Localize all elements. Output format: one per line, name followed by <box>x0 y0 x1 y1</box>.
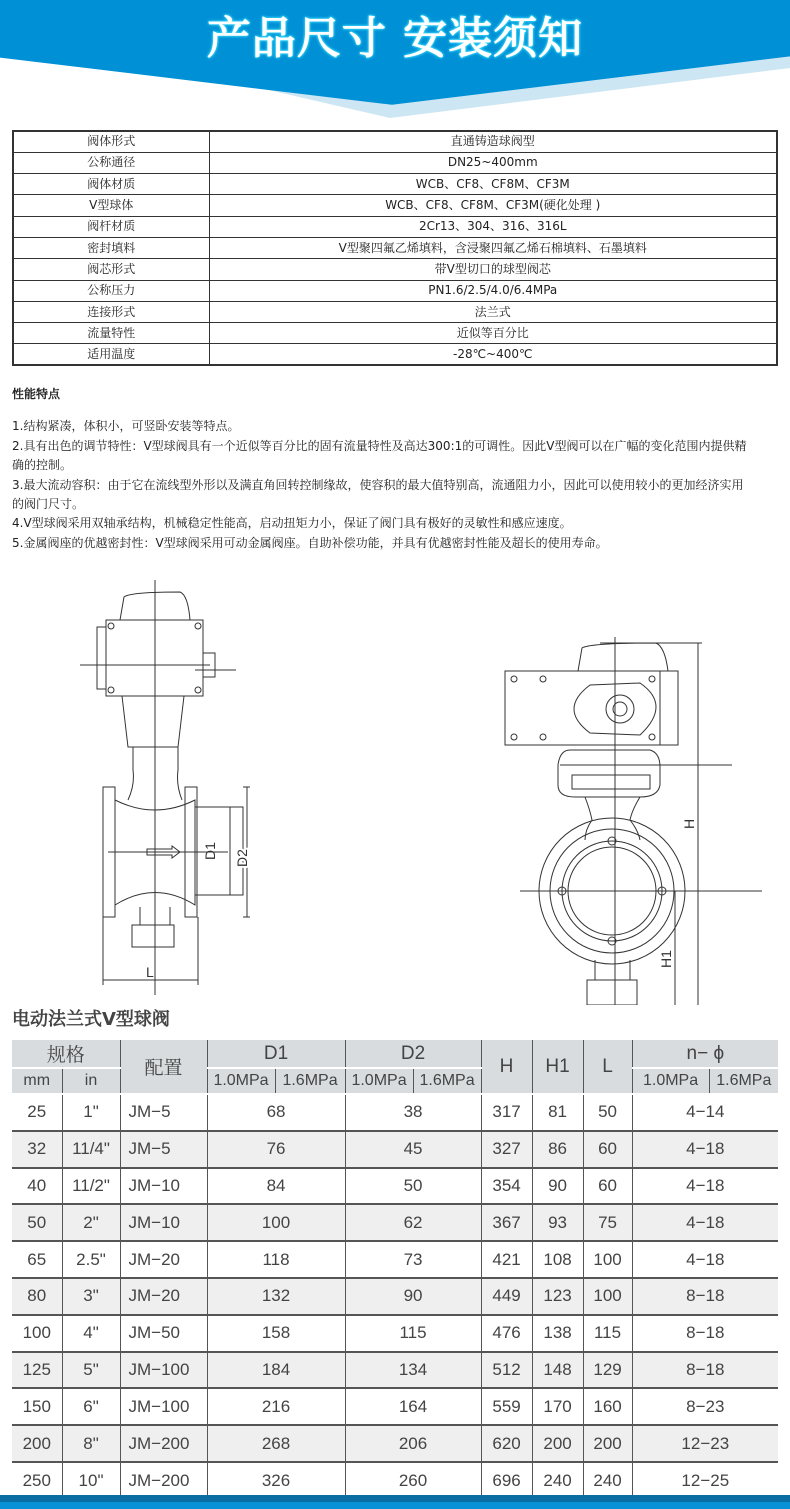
spec-key: 密封填料 <box>13 237 209 258</box>
cell-h: 327 <box>481 1131 532 1168</box>
cell-h: 367 <box>481 1204 532 1241</box>
cell-mm: 25 <box>12 1094 62 1131</box>
dimension-label-d1: D1 <box>202 842 218 860</box>
cell-h: 354 <box>481 1168 532 1205</box>
cell-mm: 32 <box>12 1131 62 1168</box>
cell-l: 115 <box>583 1315 632 1352</box>
cell-n-phi: 8−18 <box>632 1352 778 1389</box>
spec-value: -28℃~400℃ <box>209 344 777 365</box>
spec-row <box>13 216 777 237</box>
spec-table <box>12 130 778 366</box>
cell-h1: 86 <box>532 1131 583 1168</box>
cell-d2: 115 <box>345 1315 481 1352</box>
spec-key: 连接形式 <box>13 301 209 322</box>
cell-h1: 148 <box>532 1352 583 1389</box>
spec-key: 阀体形式 <box>13 131 209 152</box>
spec-value: 直通铸造球阀型 <box>209 131 777 152</box>
spec-key: 适用温度 <box>13 344 209 365</box>
spec-value: 近似等百分比 <box>209 323 777 344</box>
cell-d2: 73 <box>345 1241 481 1278</box>
cell-config: JM−100 <box>120 1352 207 1389</box>
spec-row <box>13 174 777 195</box>
cell-in: 5" <box>62 1352 120 1389</box>
features-title: 性能特点 <box>12 387 61 401</box>
cell-d2: 260 <box>345 1462 481 1499</box>
footer-bar-accent <box>0 1502 790 1509</box>
header-d1-1.6mpa: 1.6MPa <box>275 1068 345 1094</box>
spec-row <box>13 344 777 365</box>
header-h: H <box>481 1040 532 1094</box>
spec-value: 2Cr13、304、316、316L <box>209 216 777 237</box>
cell-h: 476 <box>481 1315 532 1352</box>
cell-d2: 134 <box>345 1352 481 1389</box>
dimension-label-l: L <box>146 964 154 980</box>
cell-mm: 125 <box>12 1352 62 1389</box>
cell-d1: 184 <box>207 1352 345 1389</box>
cell-d1: 158 <box>207 1315 345 1352</box>
cell-in: 3" <box>62 1278 120 1315</box>
header-d2-1.0mpa: 1.0MPa <box>345 1068 413 1094</box>
cell-h: 559 <box>481 1388 532 1425</box>
spec-key: 流量特性 <box>13 323 209 344</box>
cell-d2: 62 <box>345 1204 481 1241</box>
spec-value: DN25~400mm <box>209 152 777 173</box>
cell-n-phi: 8−18 <box>632 1315 778 1352</box>
cell-in: 4" <box>62 1315 120 1352</box>
cell-config: JM−10 <box>120 1204 207 1241</box>
cell-h: 620 <box>481 1425 532 1462</box>
cell-h: 512 <box>481 1352 532 1389</box>
cell-d1: 68 <box>207 1094 345 1131</box>
spec-row <box>13 280 777 301</box>
header-n-phi: n− ϕ <box>632 1040 778 1068</box>
cell-n-phi: 4−18 <box>632 1131 778 1168</box>
spec-row <box>13 323 777 344</box>
cell-d1: 268 <box>207 1425 345 1462</box>
cell-d1: 118 <box>207 1241 345 1278</box>
page-title: 产品尺寸 安装须知 <box>206 13 584 64</box>
spec-key: V型球体 <box>13 195 209 216</box>
cell-d2: 38 <box>345 1094 481 1131</box>
feature-item: 5.金属阀座的优越密封性：V型球阀采用可动金属阀座。自助补偿功能，并具有优越密封性能及超长的使用寿命。 <box>12 535 608 550</box>
cell-l: 100 <box>583 1278 632 1315</box>
spec-key: 阀体材质 <box>13 174 209 195</box>
cell-d2: 45 <box>345 1131 481 1168</box>
cell-l: 160 <box>583 1388 632 1425</box>
cell-h1: 170 <box>532 1388 583 1425</box>
cell-mm: 200 <box>12 1425 62 1462</box>
cell-mm: 50 <box>12 1204 62 1241</box>
spec-row <box>13 301 777 322</box>
feature-item: 2.具有出色的调节特性：V型球阀具有一个近似等百分比的固有流量特性及高达300:1的可调性。因此V型阀可以在广幅的变化范围内提供精确的控制。 <box>12 438 747 473</box>
spec-value: 法兰式 <box>209 301 777 322</box>
table-row <box>12 1315 778 1352</box>
spec-key: 公称压力 <box>13 280 209 301</box>
header-d2: D2 <box>345 1040 481 1068</box>
cell-n-phi: 12−25 <box>632 1462 778 1499</box>
cell-d2: 206 <box>345 1425 481 1462</box>
cell-in: 11/2" <box>62 1168 120 1205</box>
cell-h1: 93 <box>532 1204 583 1241</box>
cell-mm: 250 <box>12 1462 62 1499</box>
cell-d1: 84 <box>207 1168 345 1205</box>
cell-config: JM−50 <box>120 1315 207 1352</box>
spec-value: WCB、CF8、CF8M、CF3M(硬化处理 ) <box>209 195 777 216</box>
cell-in: 8" <box>62 1425 120 1462</box>
cell-h1: 138 <box>532 1315 583 1352</box>
table-row <box>12 1352 778 1389</box>
cell-n-phi: 8−18 <box>632 1278 778 1315</box>
cell-h: 317 <box>481 1094 532 1131</box>
cell-h: 696 <box>481 1462 532 1499</box>
table-row <box>12 1462 778 1499</box>
table-row <box>12 1425 778 1462</box>
header-config: 配置 <box>120 1040 207 1094</box>
dimension-table-title: 电动法兰式V型球阀 <box>12 1009 170 1030</box>
cell-config: JM−200 <box>120 1462 207 1499</box>
cell-n-phi: 4−18 <box>632 1241 778 1278</box>
spec-row <box>13 259 777 280</box>
cell-config: JM−5 <box>120 1131 207 1168</box>
table-row <box>12 1094 778 1131</box>
cell-in: 11/4" <box>62 1131 120 1168</box>
table-row <box>12 1278 778 1315</box>
cell-in: 6" <box>62 1388 120 1425</box>
cell-h1: 108 <box>532 1241 583 1278</box>
cell-in: 1" <box>62 1094 120 1131</box>
cell-n-phi: 4−14 <box>632 1094 778 1131</box>
spec-row <box>13 195 777 216</box>
cell-h1: 81 <box>532 1094 583 1131</box>
header-nphi-1.0mpa: 1.0MPa <box>632 1068 709 1094</box>
cell-l: 50 <box>583 1094 632 1131</box>
spec-key: 公称通径 <box>13 152 209 173</box>
cell-config: JM−200 <box>120 1425 207 1462</box>
header-h1: H1 <box>532 1040 583 1094</box>
cell-d1: 76 <box>207 1131 345 1168</box>
cell-h1: 123 <box>532 1278 583 1315</box>
cell-l: 240 <box>583 1462 632 1499</box>
cell-l: 129 <box>583 1352 632 1389</box>
header-nphi-1.6mpa: 1.6MPa <box>709 1068 778 1094</box>
cell-n-phi: 4−18 <box>632 1204 778 1241</box>
cell-config: JM−20 <box>120 1241 207 1278</box>
table-row <box>12 1131 778 1168</box>
cell-h: 449 <box>481 1278 532 1315</box>
cell-d1: 132 <box>207 1278 345 1315</box>
dimension-label-d2: D2 <box>234 849 250 867</box>
table-row <box>12 1168 778 1205</box>
header-d1: D1 <box>207 1040 345 1068</box>
side-view-drawing <box>80 580 250 995</box>
cell-l: 60 <box>583 1168 632 1205</box>
valve-dimension-drawing <box>0 575 790 1005</box>
features-section <box>12 385 752 553</box>
cell-in: 10" <box>62 1462 120 1499</box>
cell-n-phi: 12−23 <box>632 1425 778 1462</box>
header-d2-1.6mpa: 1.6MPa <box>413 1068 481 1094</box>
cell-l: 200 <box>583 1425 632 1462</box>
spec-value: 带V型切口的球型阀芯 <box>209 259 777 280</box>
cell-l: 100 <box>583 1241 632 1278</box>
front-view-drawing <box>505 637 762 1005</box>
header-spec: 规格 <box>12 1040 120 1068</box>
cell-d2: 50 <box>345 1168 481 1205</box>
dimension-label-h1: H1 <box>658 950 674 968</box>
cell-d1: 326 <box>207 1462 345 1499</box>
cell-l: 75 <box>583 1204 632 1241</box>
spec-value: V型聚四氟乙烯填料，含浸聚四氟乙烯石棉填料、石墨填料 <box>209 237 777 258</box>
cell-d1: 100 <box>207 1204 345 1241</box>
cell-n-phi: 4−18 <box>632 1168 778 1205</box>
dimension-label-h: H <box>681 818 697 829</box>
header-d1-1.0mpa: 1.0MPa <box>207 1068 275 1094</box>
spec-row <box>13 131 777 152</box>
feature-item: 3.最大流动容积：由于它在流线型外形以及满直角回转控制缘故，使容积的最大值特别高，流通阻力小，因此可以使用较小的更加经济实用的阀门尺寸。 <box>12 477 744 512</box>
cell-config: JM−100 <box>120 1388 207 1425</box>
footer-bar <box>0 1495 790 1502</box>
cell-config: JM−5 <box>120 1094 207 1131</box>
cell-d2: 90 <box>345 1278 481 1315</box>
cell-config: JM−20 <box>120 1278 207 1315</box>
cell-mm: 80 <box>12 1278 62 1315</box>
cell-h1: 200 <box>532 1425 583 1462</box>
cell-mm: 150 <box>12 1388 62 1425</box>
cell-in: 2.5" <box>62 1241 120 1278</box>
cell-mm: 65 <box>12 1241 62 1278</box>
header-l: L <box>583 1040 632 1094</box>
spec-row <box>13 152 777 173</box>
cell-h1: 90 <box>532 1168 583 1205</box>
feature-item: 4.V型球阀采用双轴承结构，机械稳定性能高，启动扭矩力小，保证了阀门具有极好的灵敏性和感应速度。 <box>12 516 572 531</box>
cell-h: 421 <box>481 1241 532 1278</box>
cell-d2: 164 <box>345 1388 481 1425</box>
cell-d1: 216 <box>207 1388 345 1425</box>
dimension-table <box>12 1040 778 1499</box>
cell-h1: 240 <box>532 1462 583 1499</box>
table-row <box>12 1388 778 1425</box>
header-in: in <box>62 1068 120 1094</box>
spec-key: 阀杆材质 <box>13 216 209 237</box>
cell-mm: 40 <box>12 1168 62 1205</box>
spec-key: 阀芯形式 <box>13 259 209 280</box>
cell-n-phi: 8−23 <box>632 1388 778 1425</box>
spec-value: PN1.6/2.5/4.0/6.4MPa <box>209 280 777 301</box>
table-row <box>12 1204 778 1241</box>
cell-in: 2" <box>62 1204 120 1241</box>
spec-value: WCB、CF8、CF8M、CF3M <box>209 174 777 195</box>
feature-item: 1.结构紧凑，体积小，可竖卧安装等特点。 <box>12 419 240 434</box>
cell-config: JM−10 <box>120 1168 207 1205</box>
spec-row <box>13 237 777 258</box>
cell-mm: 100 <box>12 1315 62 1352</box>
table-row <box>12 1241 778 1278</box>
cell-l: 60 <box>583 1131 632 1168</box>
header-mm: mm <box>12 1068 62 1094</box>
